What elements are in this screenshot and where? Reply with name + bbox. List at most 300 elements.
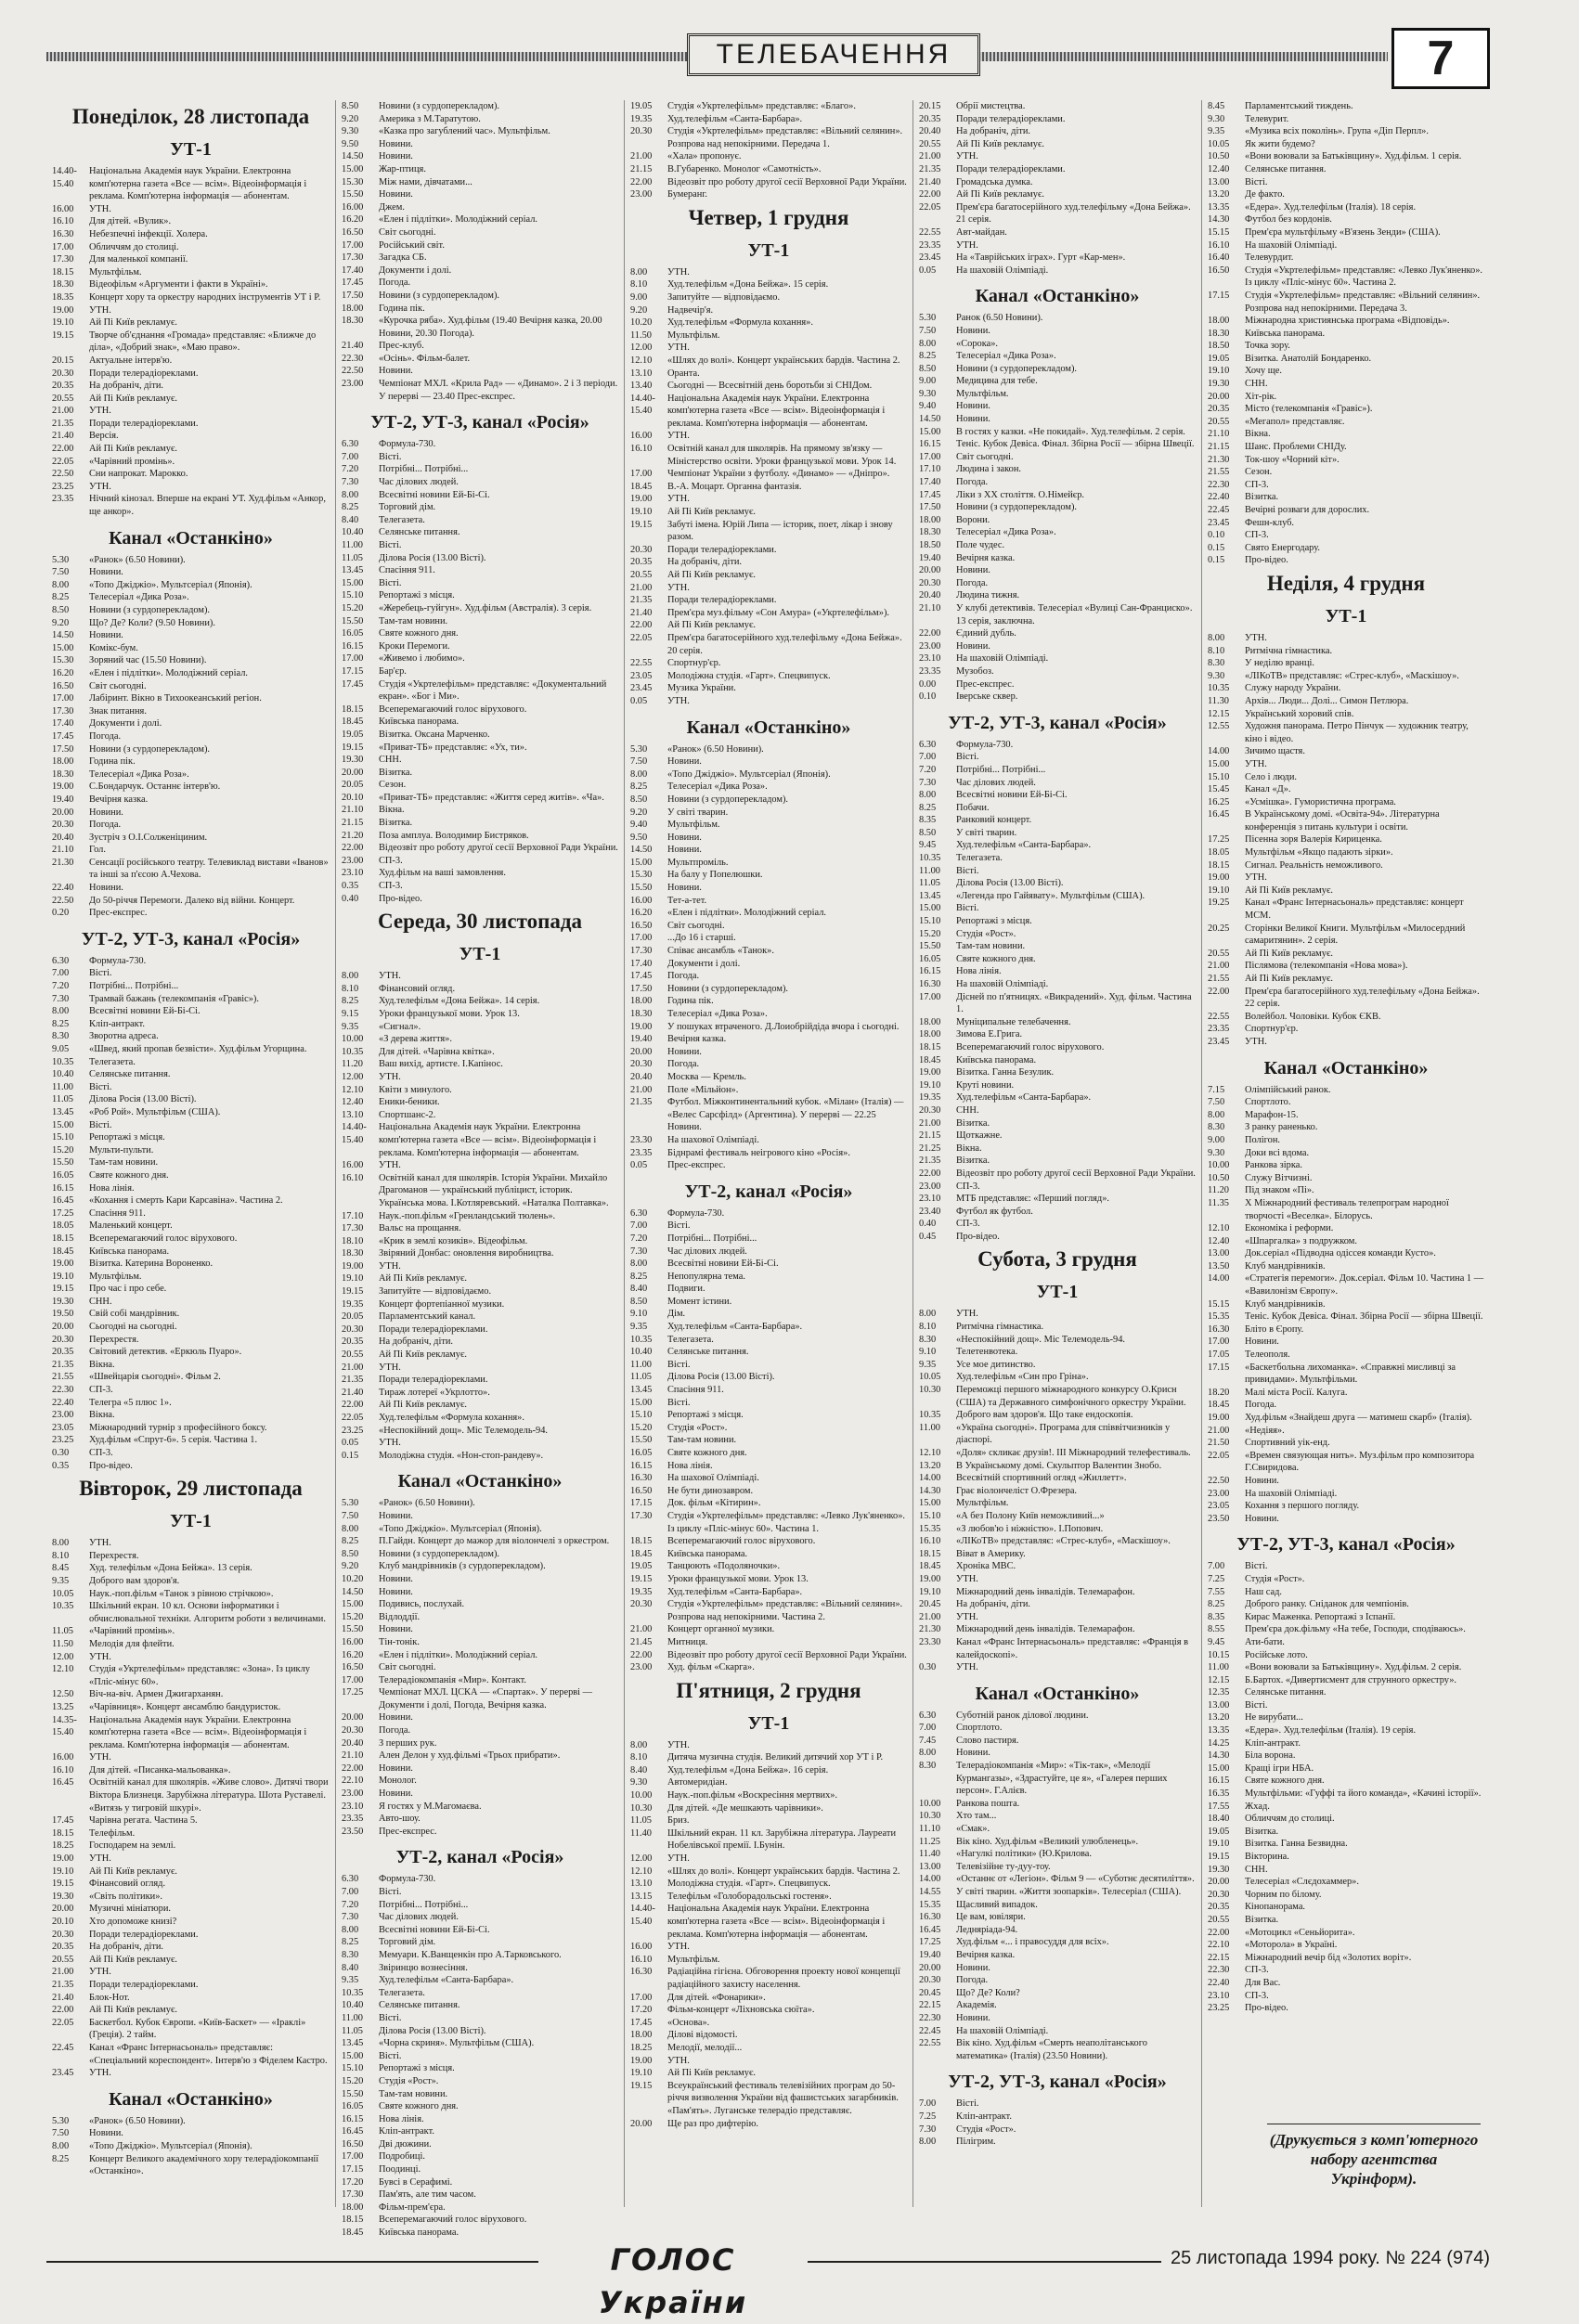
program-item <box>52 1397 330 1410</box>
program-time: 20.30 <box>630 1599 653 1610</box>
program-title: Візитка. <box>379 767 413 778</box>
program-title: СП-3. <box>1245 530 1269 541</box>
program-time: 10.35 <box>52 1601 74 1612</box>
program-title: Клуб мандрівників (з сурдоперекладом). <box>379 1561 546 1572</box>
program-time: 20.35 <box>919 113 941 124</box>
program-time: 16.50 <box>1208 265 1230 276</box>
program-title: «Мегапол» представляє. <box>1245 416 1345 427</box>
program-item <box>1208 265 1484 290</box>
program-time: 10.35 <box>52 1056 74 1067</box>
program-item <box>342 1775 618 1788</box>
program-title: «Ранок» (6.50 Новини). <box>89 554 186 565</box>
program-item <box>52 1220 330 1233</box>
program-item <box>342 804 618 817</box>
program-title: «Елен і підлітки». Молодіжний серіал. <box>379 1649 537 1660</box>
program-item <box>1208 1159 1484 1172</box>
program-time: 23.35 <box>919 239 941 251</box>
program-item <box>52 807 330 820</box>
program-title: Худ.телефільм «Дона Бейжа». 16 серія. <box>667 1764 829 1775</box>
program-title: УТН. <box>89 481 111 492</box>
program-time: 17.30 <box>52 705 74 717</box>
program-item <box>52 730 330 743</box>
program-item <box>919 839 1196 852</box>
program-time: 11.05 <box>342 552 363 563</box>
program-item <box>630 1233 907 1246</box>
program-title: Новини. <box>379 189 413 200</box>
program-item <box>1208 833 1484 846</box>
program-time: 8.25 <box>342 996 359 1007</box>
program-title: Вікна. <box>89 1410 115 1421</box>
program-title: Новини (з сурдоперекладом). <box>379 101 499 111</box>
program-title: Телегазета. <box>667 1334 714 1345</box>
program-time: 20.55 <box>919 138 941 149</box>
program-title: Відеозвіт про роботу другої сесії Верховної Ради України. <box>667 176 907 187</box>
program-title: «Основа». <box>667 2017 710 2028</box>
program-item <box>342 2188 618 2201</box>
program-title: Міжнародний вечір бід «Золотих воріт». <box>1245 1952 1412 1963</box>
program-time: 20.30 <box>52 820 74 831</box>
program-item <box>630 1954 907 1967</box>
program-time: 18.00 <box>630 2030 653 2041</box>
program-item <box>919 1143 1196 1156</box>
program-item <box>342 138 618 151</box>
program-item <box>630 1510 907 1535</box>
program-item <box>1208 1586 1484 1599</box>
program-time: 8.00 <box>52 579 70 590</box>
program-title: Суботній ранок ділової людини. <box>956 1710 1089 1721</box>
program-time: 11.05 <box>630 1815 652 1827</box>
program-item <box>630 113 907 126</box>
program-title: УТН. <box>667 2055 690 2066</box>
program-time: 9.30 <box>342 126 359 137</box>
program-time: 20.00 <box>919 1962 941 1973</box>
program-title: Візитка. <box>379 818 413 829</box>
program-time: 20.00 <box>630 2118 653 2129</box>
program-title: Господарем на землі. <box>89 1840 176 1852</box>
program-time: 9.30 <box>1208 113 1225 124</box>
program-title: «Вони воювали за Батьківщину». Худ.фільм. 2 серія. <box>1245 1662 1462 1673</box>
program-title: Футбол. Міжконтинентальний кубок. «Мілан» (Італія) — «Велес Сарсфілд» (Аргентина). У перерві — 22.25 Новини. <box>667 1097 904 1133</box>
program-time: 21.20 <box>342 830 364 841</box>
program-item <box>52 1447 330 1460</box>
program-title: На добраніч, діти. <box>379 1336 454 1348</box>
program-time: 17.30 <box>52 254 74 265</box>
channel-heading: Канал «Останкіно» <box>975 1683 1140 1704</box>
program-time: 21.35 <box>630 1097 653 1108</box>
program-time: 14.50 <box>919 414 941 425</box>
program-title: «Хала» пропонує. <box>667 151 742 162</box>
program-item <box>342 1033 618 1046</box>
program-time: 17.10 <box>342 1210 364 1221</box>
program-item <box>52 1979 330 1992</box>
program-item <box>919 789 1196 802</box>
program-item <box>630 1802 907 1815</box>
program-item <box>52 1131 330 1144</box>
program-title: СП-3. <box>1245 479 1269 490</box>
program-time: 11.40 <box>919 1849 940 1860</box>
program-item <box>52 1106 330 1119</box>
program-title: Звіряний Донбас: оновлення виробництва. <box>379 1248 554 1259</box>
program-time: 8.00 <box>342 1523 359 1534</box>
program-time: 23.50 <box>342 1826 364 1837</box>
program-item <box>1208 213 1484 226</box>
program-title: У пошуках втраченого. Д.Лоиобрійдіда вчора і сьогодні. <box>667 1021 900 1032</box>
program-item <box>1208 884 1484 897</box>
program-time: 8.30 <box>1208 1122 1225 1133</box>
program-title: Фінансовий огляд. <box>89 1879 166 1890</box>
program-item <box>630 2118 907 2131</box>
program-item <box>1208 1649 1484 1662</box>
program-time: 22.50 <box>342 366 364 377</box>
program-item <box>342 2125 618 2138</box>
program-time: 21.35 <box>52 418 74 429</box>
program-time: 18.45 <box>1208 1400 1230 1411</box>
program-time: 16.10 <box>52 1764 74 1775</box>
program-time: 9.30 <box>630 1777 648 1788</box>
program-time: 21.40 <box>52 1992 74 2003</box>
program-time: 0.10 <box>1208 530 1225 541</box>
program-item <box>919 239 1196 252</box>
program-item <box>342 1310 618 1323</box>
program-title: Спортнур'єр. <box>1245 1024 1299 1035</box>
program-item <box>52 228 330 241</box>
program-time: 21.30 <box>52 857 74 868</box>
program-time: 16.50 <box>630 920 653 931</box>
program-item <box>342 113 618 126</box>
program-item <box>630 1246 907 1259</box>
program-title: Телесеріал «Дика Роза». <box>667 781 768 793</box>
program-time: 8.25 <box>630 1271 648 1282</box>
program-title: Студія «Укртелефільм» представляє: «Вільний селянин». Розпрова над непокірними. Передача 1. <box>667 126 903 149</box>
program-title: Концерт хору та оркестру народних інструментів УТ і Р. <box>89 291 321 303</box>
program-time: 21.40 <box>52 431 74 442</box>
program-time: 15.10 <box>342 590 364 601</box>
program-title: Наш сад. <box>1245 1586 1282 1597</box>
program-time: 16.30 <box>1208 1323 1230 1335</box>
program-time: 7.50 <box>52 567 70 578</box>
program-time: 8.10 <box>1208 645 1225 656</box>
program-time: 17.45 <box>342 278 364 289</box>
program-time: 18.45 <box>919 1561 941 1572</box>
program-item <box>1208 365 1484 378</box>
program-title: Канал «Д». <box>1245 784 1291 795</box>
program-item <box>919 827 1196 840</box>
program-item <box>342 1210 618 1223</box>
program-item <box>1208 491 1484 504</box>
program-time: 23.25 <box>52 1435 74 1446</box>
program-time: 22.50 <box>52 895 74 906</box>
program-time: 17.00 <box>52 693 74 704</box>
program-item <box>1208 554 1484 567</box>
program-time: 15.15 <box>1208 1298 1230 1310</box>
program-time: 20.35 <box>630 557 653 568</box>
program-title: Ати-бати. <box>1245 1636 1285 1647</box>
program-item <box>1208 1310 1484 1323</box>
program-item <box>630 607 907 620</box>
program-title: Баскетбол. Кубок Європи. «Київ-Баскет» — «Іраклі» (Греція). 2 тайм. <box>89 2017 306 2041</box>
program-title: Дісней по п'ятницях. «Викрадений». Худ. фільм. Частина 1. <box>956 991 1192 1015</box>
program-time: 10.35 <box>919 853 941 864</box>
program-item <box>52 1638 330 1651</box>
program-time: 17.25 <box>1208 834 1230 846</box>
program-time: 8.10 <box>919 1322 937 1333</box>
program-time: 21.00 <box>342 1362 364 1373</box>
program-item <box>919 100 1196 113</box>
program-title: Поле «Мільйон». <box>667 1084 739 1095</box>
program-time: 22.15 <box>1208 1952 1230 1963</box>
program-time: 17.00 <box>342 239 364 251</box>
program-title: Чемпіонат МХЛ. «Крила Рад» — «Динамо». 2 і 3 періоди. У перерві — 23.40 Прес-експрес. <box>379 379 618 402</box>
program-item <box>630 188 907 201</box>
program-title: Блок-Нот. <box>89 1992 130 2003</box>
program-title: Парламентський канал. <box>379 1311 476 1323</box>
program-title: Між нами, дівчатами... <box>379 176 472 187</box>
program-item <box>342 602 618 615</box>
program-time: 16.15 <box>919 439 941 450</box>
program-time: 16.00 <box>630 1942 653 1953</box>
program-time: 21.15 <box>1208 442 1230 453</box>
program-item <box>919 539 1196 552</box>
program-item <box>630 2080 907 2118</box>
program-title: Київська панорама. <box>1245 328 1326 339</box>
program-title: Святе кожного дня. <box>89 1169 169 1181</box>
program-title: Сигнал. Реальність неможливого. <box>1245 859 1383 871</box>
program-item <box>1208 897 1484 922</box>
program-item <box>342 2075 618 2088</box>
program-item <box>630 657 907 670</box>
program-item <box>1208 1939 1484 1952</box>
program-item <box>52 1878 330 1891</box>
program-time: 23.35 <box>630 1147 653 1158</box>
program-time: 10.50 <box>1208 1172 1230 1183</box>
program-title: Щасливий випадок. <box>956 1899 1038 1910</box>
day-heading: Неділя, 4 грудня <box>1266 571 1426 595</box>
program-time: 13.10 <box>630 368 653 379</box>
program-time: 15.10 <box>342 2063 364 2074</box>
program-time: 14.50 <box>52 630 74 641</box>
program-title: Кращі ігри НБА. <box>1245 1762 1314 1774</box>
program-time: 8.00 <box>342 1924 359 1935</box>
program-title: Муніципальне телебачення. <box>956 1016 1071 1027</box>
program-time: 8.45 <box>1208 101 1225 111</box>
program-item <box>52 456 330 469</box>
channel-heading: УТ-2, УТ-3, канал «Росія» <box>1236 1534 1456 1556</box>
program-title: «З дерева життя». <box>379 1034 452 1045</box>
program-title: Хто допоможе книзі? <box>89 1917 177 1927</box>
program-item <box>342 627 618 640</box>
program-time: 16.05 <box>342 628 364 639</box>
program-time: 22.40 <box>52 1397 74 1408</box>
program-title: Поради телерадіореклами. <box>89 1929 199 1940</box>
program-item <box>52 1903 330 1916</box>
program-title: Візитка. <box>956 1117 990 1129</box>
program-title: Мультфільм. <box>667 329 720 341</box>
program-item <box>630 100 907 113</box>
program-item <box>919 552 1196 565</box>
program-time: 16.30 <box>919 1912 941 1923</box>
program-item <box>1208 682 1484 695</box>
program-title: Віват в Америку. <box>956 1548 1026 1559</box>
program-item <box>919 1193 1196 1206</box>
program-title: Вікна. <box>956 1143 982 1154</box>
program-item <box>630 278 907 291</box>
program-time: 0.05 <box>630 695 648 706</box>
program-title: Знак питання. <box>89 705 147 717</box>
program-time: 20.00 <box>52 807 74 818</box>
program-title: Пілігрим. <box>956 2137 996 2148</box>
program-title: УТН. <box>667 342 690 354</box>
program-title: Док.серіал «Підводна одіссея команди Кусто». <box>1245 1248 1436 1259</box>
program-time: 17.20 <box>342 2176 364 2188</box>
program-time: 15.00 <box>342 2050 364 2061</box>
program-title: Вечірня казка. <box>667 1034 727 1045</box>
program-item <box>919 252 1196 265</box>
program-title: УТН. <box>956 151 978 162</box>
program-time: 20.35 <box>1208 1902 1230 1913</box>
program-title: Новини. <box>89 2128 123 2139</box>
program-item <box>1208 1121 1484 1134</box>
program-item <box>630 481 907 494</box>
program-title: «Ранок» (6.50 Новини). <box>379 1498 475 1509</box>
program-time: 11.05 <box>52 1094 73 1105</box>
program-time: 19.00 <box>919 1067 941 1078</box>
program-title: Економіка і реформи. <box>1245 1223 1334 1234</box>
program-item <box>919 1962 1196 1975</box>
program-title: Візитка. Анатолій Бондаренко. <box>1245 353 1372 364</box>
program-item <box>630 380 907 393</box>
program-item <box>52 1840 330 1853</box>
program-title: Комікс-бум. <box>89 642 138 653</box>
program-item <box>630 1371 907 1384</box>
program-time: 19.00 <box>52 304 74 316</box>
program-time: 8.00 <box>342 489 359 500</box>
program-item <box>1208 1990 1484 2003</box>
program-item <box>342 1349 618 1362</box>
program-title: УТН. <box>89 1752 111 1763</box>
program-time: 16.05 <box>342 2101 364 2112</box>
program-item <box>342 1962 618 1975</box>
program-time: 18.35 <box>52 291 74 303</box>
program-item <box>342 842 618 855</box>
program-item <box>342 201 618 214</box>
program-time: 7.30 <box>919 777 937 788</box>
program-time: 8.00 <box>630 266 648 278</box>
program-item <box>52 2115 330 2128</box>
program-title: «Приват-ТБ» представляє: «Життя серед житів». «Ча». <box>379 792 604 803</box>
program-item <box>342 1974 618 1987</box>
program-time: 16.10 <box>630 444 653 455</box>
program-item <box>342 1121 618 1159</box>
program-item <box>1208 340 1484 353</box>
program-title: Селянське питання. <box>379 2000 460 2011</box>
program-title: Новини. <box>667 756 702 768</box>
program-time: 10.35 <box>1208 683 1230 694</box>
program-title: Новини. <box>956 401 990 412</box>
program-time: 20.35 <box>1208 404 1230 415</box>
program-item <box>919 1028 1196 1041</box>
program-time: 8.25 <box>52 2153 70 2164</box>
program-time: 18.00 <box>342 303 364 314</box>
program-item <box>52 393 330 406</box>
program-time: 11.00 <box>919 865 940 876</box>
program-time: 6.30 <box>342 439 359 450</box>
program-item <box>919 1535 1196 1548</box>
program-time: 9.10 <box>630 1309 648 1320</box>
program-title: У клубі детективів. Телесеріал «Вулиці Сан-Франциско». 13 серія, заключна. <box>956 602 1193 626</box>
program-item <box>52 2153 330 2178</box>
program-title: Мемуари. К.Ванщенкін про А.Тарковського. <box>379 1949 562 1960</box>
program-time: 16.05 <box>52 1169 74 1181</box>
program-item <box>630 882 907 895</box>
program-time: 14.00 <box>919 1874 941 1885</box>
program-item <box>342 1936 618 1949</box>
program-item <box>342 1999 618 2012</box>
program-item <box>342 1987 618 2000</box>
program-title: Національна Академія наук України. Електронна комп'ютерна газета «Все — всім». Відеоінформація і реклама. Комп'ютерна інформація — абонентам. <box>89 1714 307 1750</box>
program-item <box>52 993 330 1006</box>
program-title: Концерт Великого академічного хору телерадіокомпанії «Останкіно». <box>89 2153 319 2177</box>
program-time: 19.40 <box>630 1034 653 1045</box>
program-time: 19.40 <box>919 1949 941 1960</box>
program-title: Біла ворона. <box>1245 1750 1296 1762</box>
program-title: Вісті. <box>89 968 112 979</box>
program-item <box>919 463 1196 476</box>
program-item <box>342 514 618 527</box>
program-title: Чарівна регата. Частина 5. <box>89 1815 198 1827</box>
program-item <box>1208 923 1484 948</box>
program-item <box>919 1798 1196 1811</box>
program-time: 14.50 <box>630 845 653 856</box>
program-item <box>630 895 907 908</box>
program-title: Телесеріал «Дика Роза». <box>956 527 1056 538</box>
program-item <box>1208 1952 1484 1965</box>
program-title: «Топо Джіджіо». Мультсеріал (Японія). <box>379 1523 542 1534</box>
program-item <box>52 1814 330 1827</box>
program-item <box>1208 163 1484 176</box>
program-item <box>52 1866 330 1879</box>
program-item <box>1208 808 1484 833</box>
program-time: 10.30 <box>919 1811 941 1822</box>
program-time: 15.00 <box>52 1119 74 1130</box>
program-item <box>1208 1184 1484 1197</box>
program-item <box>52 705 330 718</box>
program-title: Погода. <box>379 278 411 289</box>
program-time: 15.50 <box>919 941 941 952</box>
program-title: Фінансовий огляд. <box>379 983 456 994</box>
tv-schedule <box>46 100 1490 2239</box>
program-title: Про-відео. <box>89 1460 133 1471</box>
program-title: Нова лінія. <box>667 1460 713 1471</box>
program-title: Громадська думка. <box>956 176 1033 187</box>
program-time: 20.00 <box>342 1712 364 1724</box>
program-item <box>342 577 618 590</box>
program-item <box>919 1359 1196 1372</box>
program-time: 7.20 <box>342 464 359 475</box>
channel-heading: Канал «Останкіно» <box>686 717 851 738</box>
program-item <box>630 329 907 342</box>
program-title: «Світь політики». <box>89 1891 162 1902</box>
program-title: До 50-річчя Перемоги. Далеко від війни. Концерт. <box>89 895 295 906</box>
program-item <box>630 1941 907 1954</box>
program-title: Новини (з сурдоперекладом). <box>89 605 210 615</box>
program-item <box>919 226 1196 239</box>
program-item <box>342 2050 618 2063</box>
program-item <box>1208 428 1484 441</box>
program-time: 23.10 <box>342 1801 364 1812</box>
program-time: 21.30 <box>1208 454 1230 465</box>
program-time: 13.45 <box>52 1106 74 1117</box>
program-item <box>919 1886 1196 1899</box>
